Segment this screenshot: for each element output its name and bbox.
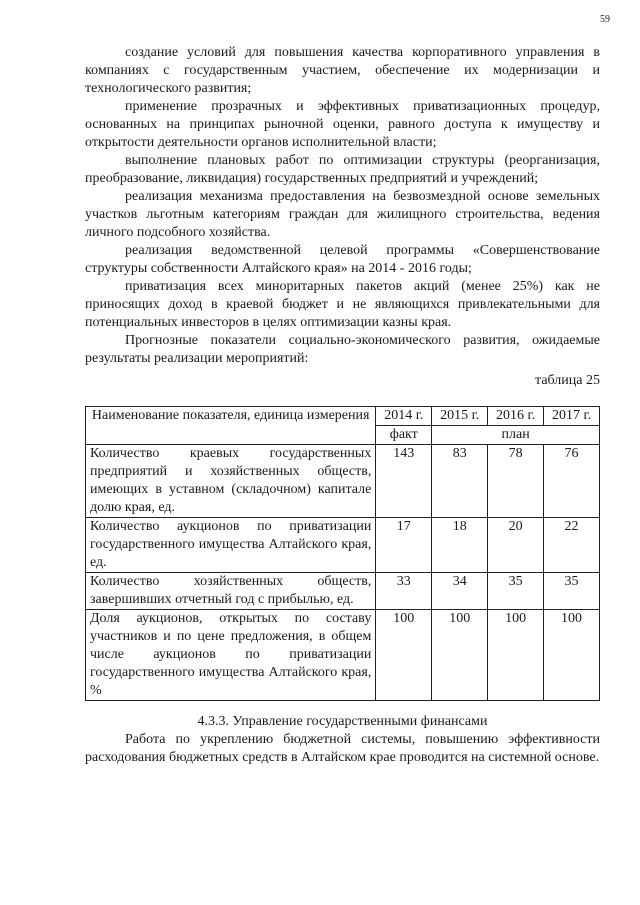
table-caption: таблица 25 xyxy=(535,373,600,388)
header-plan: план xyxy=(432,426,600,445)
row-value: 100 xyxy=(488,610,544,701)
paragraph: выполнение плановых работ по оптимизации структуры (реорганизация, преобразование, ликвидация) государственных предприятий и учреждений; xyxy=(85,153,600,186)
final-paragraph: Работа по укреплению бюджетной системы, повышению эффективности расходования бюджетных средств в Алтайском крае проводится на системной основе. xyxy=(85,732,600,765)
row-value: 35 xyxy=(488,573,544,610)
row-name: Доля аукционов, открытых по составу участников и по цене предложения, в общем числе аукционов по приватизации государственного имущества Алтайского края, % xyxy=(86,610,376,701)
section-heading: 4.3.3. Управление государственными финансами xyxy=(197,714,488,729)
row-value: 17 xyxy=(376,518,432,573)
table-row xyxy=(86,573,600,610)
row-value: 22 xyxy=(544,518,600,573)
header-year: 2015 г. xyxy=(432,407,488,426)
indicators-table xyxy=(85,406,600,701)
row-value: 20 xyxy=(488,518,544,573)
row-name: Количество хозяйственных обществ, завершивших отчетный год с прибылью, ед. xyxy=(86,573,376,610)
row-name: Количество краевых государственных предприятий и хозяйственных обществ, имеющих в уставном (складочном) капитале долю края, ед. xyxy=(86,445,376,518)
header-year: 2016 г. xyxy=(488,407,544,426)
row-value: 76 xyxy=(544,445,600,518)
row-value: 143 xyxy=(376,445,432,518)
row-value: 34 xyxy=(432,573,488,610)
paragraph: реализация механизма предоставления на безвозмездной основе земельных участков льготным категориям граждан для жилищного строительства, ведения личного подсобного хозяйства. xyxy=(85,189,600,240)
paragraph: реализация ведомственной целевой программы «Совершенствование структуры собственности Алтайского края» на 2014 - 2016 годы; xyxy=(85,243,600,276)
row-value: 78 xyxy=(488,445,544,518)
header-indicator-name: Наименование показателя, единица измерения xyxy=(86,407,376,445)
row-value: 83 xyxy=(432,445,488,518)
table-header-row xyxy=(86,407,600,426)
table-row xyxy=(86,445,600,518)
page-number: 59 xyxy=(600,14,610,25)
header-year: 2017 г. xyxy=(544,407,600,426)
paragraph: приватизация всех миноритарных пакетов акций (менее 25%) как не приносящих доход в краевой бюджет и не являющихся привлекательными для потенциальных инвесторов в целях оптимизации казны края. xyxy=(85,279,600,330)
row-value: 35 xyxy=(544,573,600,610)
row-value: 100 xyxy=(544,610,600,701)
row-value: 100 xyxy=(376,610,432,701)
table-row xyxy=(86,610,600,701)
paragraph: применение прозрачных и эффективных приватизационных процедур, основанных на принципах рыночной оценки, равного доступа к имуществу и открытости деятельности органов исполнительной власти; xyxy=(85,99,600,150)
page-content xyxy=(85,44,600,767)
header-fact: факт xyxy=(376,426,432,445)
row-value: 100 xyxy=(432,610,488,701)
row-value: 33 xyxy=(376,573,432,610)
row-name: Количество аукционов по приватизации государственного имущества Алтайского края, ед. xyxy=(86,518,376,573)
table-row xyxy=(86,518,600,573)
row-value: 18 xyxy=(432,518,488,573)
header-year: 2014 г. xyxy=(376,407,432,426)
paragraph: создание условий для повышения качества корпоративного управления в компаниях с государственным участием, обеспечение их модернизации и технологического развития; xyxy=(85,45,600,96)
paragraph: Прогнозные показатели социально-экономического развития, ожидаемые результаты реализации мероприятий: xyxy=(85,333,600,366)
